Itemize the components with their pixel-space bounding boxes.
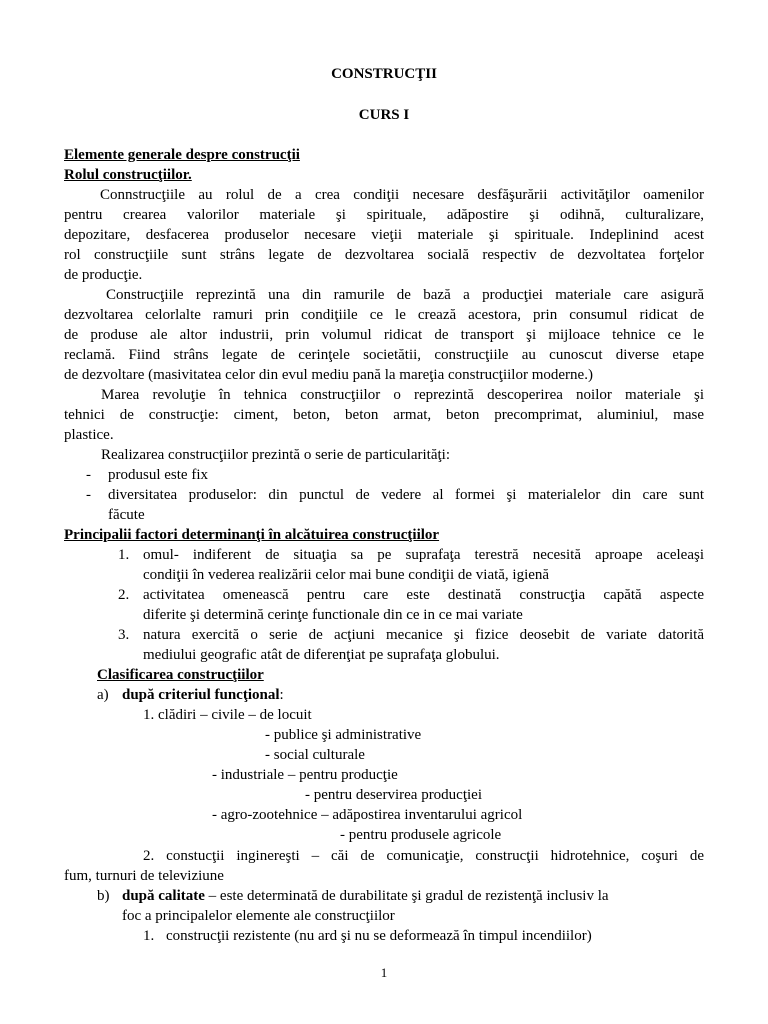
bullet-dash: - — [86, 487, 91, 503]
paragraph-line: depozitare, desfacerea produselor necesare vieţii materiale şi spirituale. Indeplinind acest — [64, 227, 704, 243]
section-heading-role: Rolul construcţiilor. — [64, 167, 192, 183]
list-number: 1. — [143, 928, 155, 944]
classification-line: 1. clădiri – civile – de locuit — [143, 707, 312, 723]
paragraph-line: de produse ale altor industrii, prin volumul ridicat de transport şi mijloace tehnice ce le — [64, 327, 704, 343]
paragraph-line: Connstrucţiile au rolul de a crea condiţii necesare desfăşurării activităţilor oamenilor — [100, 187, 704, 203]
list-item-text: natura exercită o serie de acţiuni mecanice şi fizice deosebit de variate datorită — [143, 627, 704, 643]
classification-line: - pentru deservirea producţiei — [305, 787, 483, 803]
paragraph-line: rol construcţiile sunt strâns legate de dezvoltarea socială respectiv de dezvoltatea forţelor — [64, 247, 704, 263]
paragraph-line: de dezvoltare (masivitatea celor din evul mediu pană la mareţia construcţiilor moderne.) — [64, 367, 593, 383]
criterion-line — [122, 685, 704, 705]
criterion-text: : — [279, 687, 284, 703]
list-number: 2. — [118, 587, 130, 603]
classification-line: - pentru produsele agricole — [340, 827, 502, 843]
bullet-text: diversitatea produselor: din punctul de vedere al formei şi materialelor din care sunt — [108, 487, 704, 503]
section-heading-classification: Clasificarea construcţiilor — [97, 667, 264, 683]
list-item-text: activitatea omenească pentru care este destinată construcţia capătă aspecte — [143, 587, 704, 603]
paragraph-line: Construcţiile reprezintă una din ramurile de bază a producţiei materiale care asigură — [106, 287, 704, 303]
paragraph-line: reclamă. Fiind strâns legate de cerinţele societătii, construcţiile au cunoscut diverse etape — [64, 347, 704, 363]
bullet-text: produsul este fix — [108, 467, 208, 483]
page-number: 1 — [380, 965, 388, 980]
classification-line: - publice şi administrative — [265, 727, 422, 743]
document-title: CONSTRUCŢII — [331, 66, 437, 82]
bullet-text: făcute — [108, 507, 145, 523]
classification-line: - agro-zootehnice – adăpostirea inventarului agricol — [212, 807, 523, 823]
criterion-label: după calitate — [122, 888, 205, 904]
paragraph-line: de producţie. — [64, 267, 143, 283]
criterion-line — [122, 886, 704, 906]
list-number: 1. — [118, 547, 130, 563]
paragraph-line: tehnici de construcţie: ciment, beton, beton armat, beton precomprimat, aluminiul, mase — [64, 407, 704, 423]
list-item-text: mediului geografic atât de diferenţiat pe suprafaţa globului. — [143, 647, 500, 663]
classification-line: 2. constucţii inginereşti – căi de comunicaţie, construcţii hidrotehnice, coşuri de — [143, 848, 704, 864]
list-letter: a) — [97, 687, 109, 703]
document-subtitle: CURS I — [358, 107, 410, 123]
paragraph-line: pentru crearea valorilor materiale şi spirituale, adăpostire şi odihnă, culturalizare, — [64, 207, 704, 223]
list-item-text: condiţii în vederea realizării celor mai bune condiţii de viată, igienă — [143, 567, 550, 583]
criterion-label: după criteriul funcţional — [122, 687, 280, 703]
list-item-text: diferite şi determină cerinţe functionale din ce in ce mai variate — [143, 607, 523, 623]
list-letter: b) — [97, 888, 110, 904]
section-heading-factors: Principalii factori determinanţi în alcătuirea construcţiilor — [64, 527, 440, 543]
paragraph-line: Marea revoluţie în tehnica construcţiilor o reprezintă descoperirea noilor materiale şi — [101, 387, 704, 403]
criterion-line: foc a principalelor elemente ale construcţiilor — [122, 908, 395, 924]
paragraph-line: Realizarea construcţiilor prezintă o serie de particularităţi: — [101, 447, 450, 463]
paragraph-line: dezvoltarea celorlalte ramuri prin condiţiile ce le crează acestora, prin consumul ridicat de — [64, 307, 704, 323]
list-item-text: construcţii rezistente (nu ard şi nu se deformează în timpul incendiilor) — [166, 928, 592, 944]
classification-line: - industriale – pentru producţie — [212, 767, 398, 783]
list-number: 3. — [118, 627, 130, 643]
classification-line: - social culturale — [265, 747, 365, 763]
classification-line: fum, turnuri de televiziune — [64, 868, 224, 884]
list-item-text: omul- indiferent de situaţia sa pe suprafaţa terestră necesită aproape aceleaşi — [143, 547, 704, 563]
section-heading-general: Elemente generale despre construcţii — [64, 147, 300, 163]
criterion-text: – este determinată de durabilitate şi gradul de rezistenţă inclusiv la — [204, 888, 609, 904]
paragraph-line: plastice. — [64, 427, 114, 443]
bullet-dash: - — [86, 467, 91, 483]
